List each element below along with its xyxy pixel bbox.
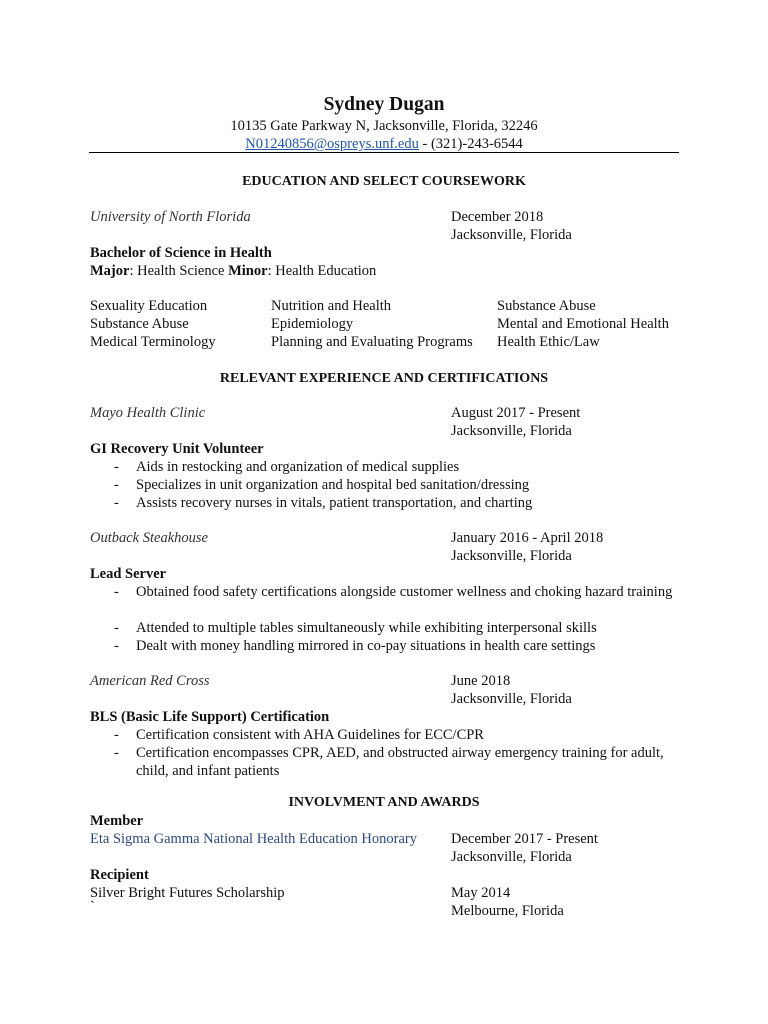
involvement-role: Member: [90, 813, 144, 829]
dash-marker: -: [114, 727, 119, 743]
dash-marker: -: [114, 459, 119, 475]
course-item: Substance Abuse: [90, 316, 189, 332]
award-date: May 2014: [451, 885, 511, 901]
header-divider: [89, 152, 679, 153]
section-heading-education: EDUCATION AND SELECT COURSEWORK: [242, 174, 526, 189]
award-name: Silver Bright Futures Scholarship: [90, 885, 285, 901]
course-item: Health Ethic/Law: [497, 334, 600, 350]
course-item: Medical Terminology: [90, 334, 216, 350]
bullet-text: Certification encompasses CPR, AED, and obstructed airway emergency training for adult, child, and infant patients: [136, 745, 664, 779]
major-value: : Health Science: [129, 263, 229, 279]
job-title: GI Recovery Unit Volunteer: [90, 441, 264, 457]
contact-line: [0, 135, 768, 153]
contact-separator: -: [418, 136, 431, 152]
dash-marker: -: [114, 638, 119, 654]
dash-marker: -: [114, 620, 119, 636]
course-item: Sexuality Education: [90, 298, 208, 314]
minor-label: Minor: [228, 263, 268, 279]
email-link[interactable]: N01240856@ospreys.unf.edu: [245, 136, 419, 152]
bullet-text: Specializes in unit organization and hospital bed sanitation/dressing: [136, 477, 530, 493]
employment-date: June 2018: [451, 673, 511, 689]
involvement-date: December 2017 - Present: [451, 831, 598, 847]
school-name: University of North Florida: [90, 209, 251, 225]
employment-location: Jacksonville, Florida: [451, 423, 572, 439]
resume-name: Sydney Dugan: [323, 94, 445, 115]
bullet-item: [90, 619, 597, 637]
employment-location: Jacksonville, Florida: [451, 548, 572, 564]
bullet-item: [90, 637, 595, 655]
bullet-item: [90, 744, 676, 780]
bullet-item: [90, 726, 484, 744]
education-date: December 2018: [451, 209, 544, 225]
dash-marker: -: [114, 584, 119, 600]
section-heading-experience: RELEVANT EXPERIENCE AND CERTIFICATIONS: [219, 371, 549, 386]
dash-marker: -: [114, 477, 119, 493]
bullet-item: [90, 583, 676, 601]
degree-title: Bachelor of Science in Health: [90, 245, 272, 261]
bullet-item: [90, 494, 532, 512]
major-minor-line: [90, 262, 376, 280]
award-location: Melbourne, Florida: [451, 903, 564, 919]
employer-name: Outback Steakhouse: [90, 530, 208, 546]
minor-value: : Health Education: [267, 263, 377, 279]
bullet-text: Assists recovery nurses in vitals, patient transportation, and charting: [136, 495, 533, 511]
employment-date: January 2016 - April 2018: [451, 530, 604, 546]
involvement-role: Recipient: [90, 867, 149, 883]
bullet-text: Attended to multiple tables simultaneously while exhibiting interpersonal skills: [136, 620, 597, 636]
address: 10135 Gate Parkway N, Jacksonville, Florida, 32246: [230, 118, 538, 134]
bullet-text: Aids in restocking and organization of medical supplies: [136, 459, 460, 475]
phone-number: (321)-243-6544: [430, 136, 523, 152]
employment-location: Jacksonville, Florida: [451, 691, 572, 707]
course-item: Nutrition and Health: [271, 298, 392, 314]
dash-marker: -: [114, 495, 119, 511]
bullet-text: Certification consistent with AHA Guidelines for ECC/CPR: [136, 727, 484, 743]
section-heading-involvement: INVOLVMENT AND AWARDS: [288, 795, 480, 810]
course-item: Planning and Evaluating Programs: [271, 334, 473, 350]
employer-name: American Red Cross: [90, 673, 210, 689]
bullet-item: [90, 476, 529, 494]
stray-mark: `: [90, 899, 95, 915]
bullet-item: [90, 458, 459, 476]
course-item: Epidemiology: [271, 316, 354, 332]
employer-name: Mayo Health Clinic: [90, 405, 206, 421]
course-item: Substance Abuse: [497, 298, 596, 314]
major-label: Major: [90, 263, 130, 279]
bullet-text: Obtained food safety certifications alongside customer wellness and choking hazard training: [136, 584, 673, 600]
course-item: Mental and Emotional Health: [497, 316, 669, 332]
education-location: Jacksonville, Florida: [451, 227, 572, 243]
bullet-text: Dealt with money handling mirrored in co-pay situations in health care settings: [136, 638, 596, 654]
job-title: Lead Server: [90, 566, 167, 582]
organization-name: Eta Sigma Gamma National Health Education Honorary: [90, 831, 417, 847]
employment-date: August 2017 - Present: [451, 405, 581, 421]
involvement-location: Jacksonville, Florida: [451, 849, 572, 865]
certification-title: BLS (Basic Life Support) Certification: [90, 709, 330, 725]
dash-marker: -: [114, 745, 119, 761]
